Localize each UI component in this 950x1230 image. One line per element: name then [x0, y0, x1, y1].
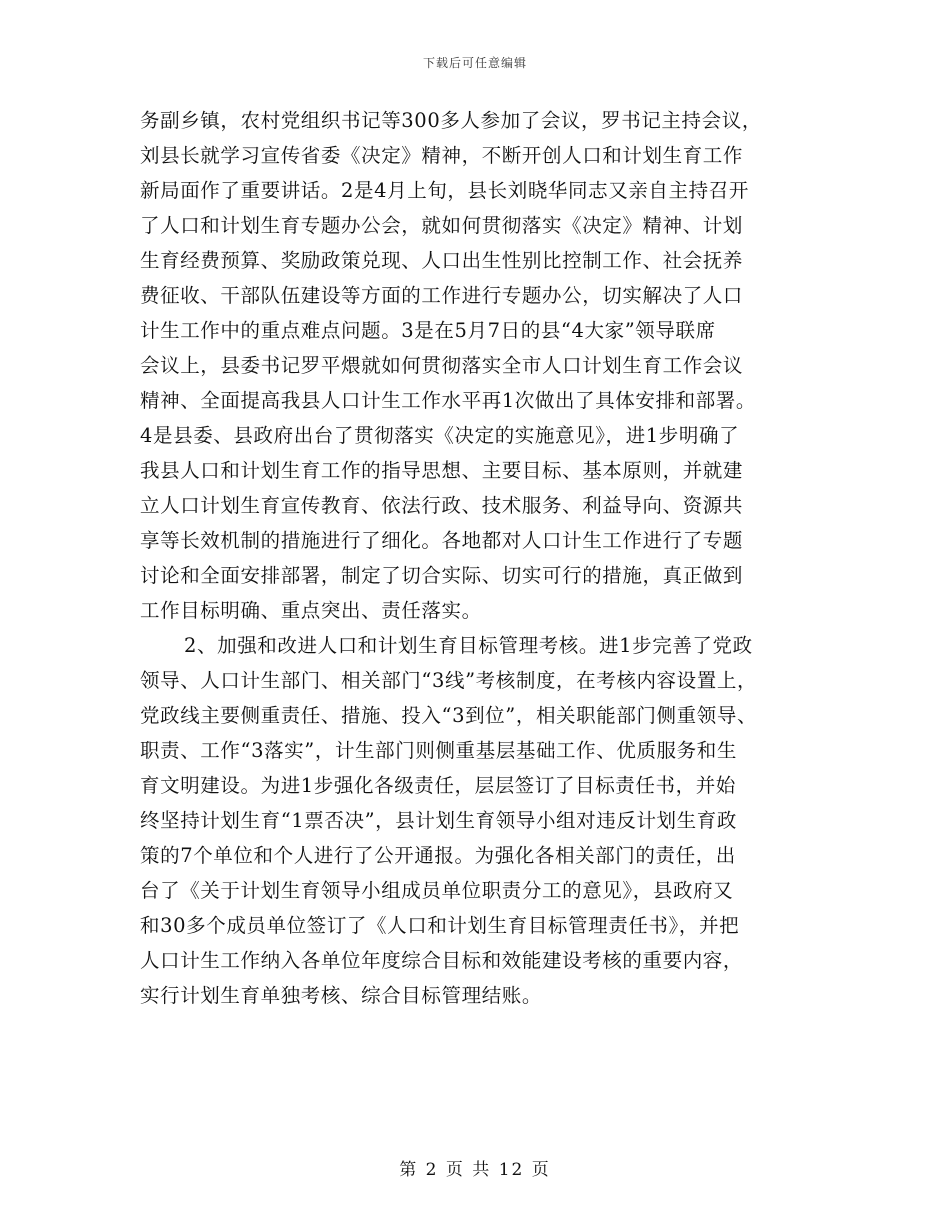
page-number-footer: 第 2 页 共 12 页: [399, 1160, 551, 1180]
text-line: 实行计划生育单独考核、综合目标管理结账。: [140, 984, 543, 1007]
text-line: 我县人口和计划生育工作的指导思想、主要目标、基本原则，并就建: [140, 459, 744, 482]
text-line: 费征收、干部队伍建设等方面的工作进行专题办公，切实解决了人口: [140, 284, 744, 307]
text-line: 务副乡镇，农村党组织书记等300多人参加了会议，罗书记主持会议，: [140, 109, 762, 132]
text-line: 会议上，县委书记罗平煨就如何贯彻落实全市人口计划生育工作会议: [140, 354, 744, 377]
text-line: 策的7个单位和个人进行了公开通报。为强化各相关部门的责任，出: [140, 844, 736, 867]
paragraph-start-line: 2、加强和改进人口和计划生育目标管理考核。进1步完善了党政: [184, 634, 753, 657]
text-line: 计生工作中的重点难点问题。3是在5月7日的县“4大家”领导联席: [140, 319, 716, 342]
text-line: 终坚持计划生育“1票否决”，县计划生育领导小组对违反计划生育政: [140, 809, 737, 832]
document-body: [140, 103, 830, 1013]
text-line: 立人口计划生育宣传教育、依法行政、技术服务、利益导向、资源共: [140, 494, 744, 517]
text-line: 4是县委、县政府出台了贯彻落实《决定的实施意见》，进1步明确了: [140, 424, 740, 447]
text-line: 了人口和计划生育专题办公会，就如何贯彻落实《决定》精神、计划: [140, 214, 744, 237]
text-line: 刘县长就学习宣传省委《决定》精神，不断开创人口和计划生育工作: [140, 144, 744, 167]
text-line: 党政线主要侧重责任、措施、投入“3到位”，相关职能部门侧重领导、: [140, 704, 758, 727]
text-line: 享等长效机制的措施进行了细化。各地都对人口计生工作进行了专题: [140, 529, 744, 552]
text-line: 育文明建设。为进1步强化各级责任，层层签订了目标责任书，并始: [140, 774, 736, 797]
text-line: 职责、工作“3落实”，计生部门则侧重基层基础工作、优质服务和生: [140, 739, 737, 762]
page-header: 下载后可任意编辑: [422, 56, 527, 70]
text-line: 人口计生工作纳入各单位年度综合目标和效能建设考核的重要内容，: [140, 949, 744, 972]
text-line: 台了《关于计划生育领导小组成员单位职责分工的意见》，县政府又: [140, 879, 734, 902]
text-line: 工作目标明确、重点突出、责任落实。: [140, 599, 482, 622]
text-line: 生育经费预算、奖励政策兑现、人口出生性别比控制工作、社会抚养: [140, 249, 744, 272]
text-line: 精神、全面提高我县人口计生工作水平再1次做出了具体安排和部署。: [140, 389, 757, 412]
text-line: 和30多个成员单位签订了《人口和计划生育目标管理责任书》，并把: [140, 914, 740, 937]
text-line: 讨论和全面安排部署，制定了切合实际、切实可行的措施，真正做到: [140, 564, 744, 587]
text-line: 新局面作了重要讲话。2是4月上旬，县长刘晓华同志又亲自主持召开: [140, 179, 749, 202]
text-line: 领导、人口计生部门、相关部门“3线”考核制度，在考核内容设置上，: [140, 669, 758, 692]
